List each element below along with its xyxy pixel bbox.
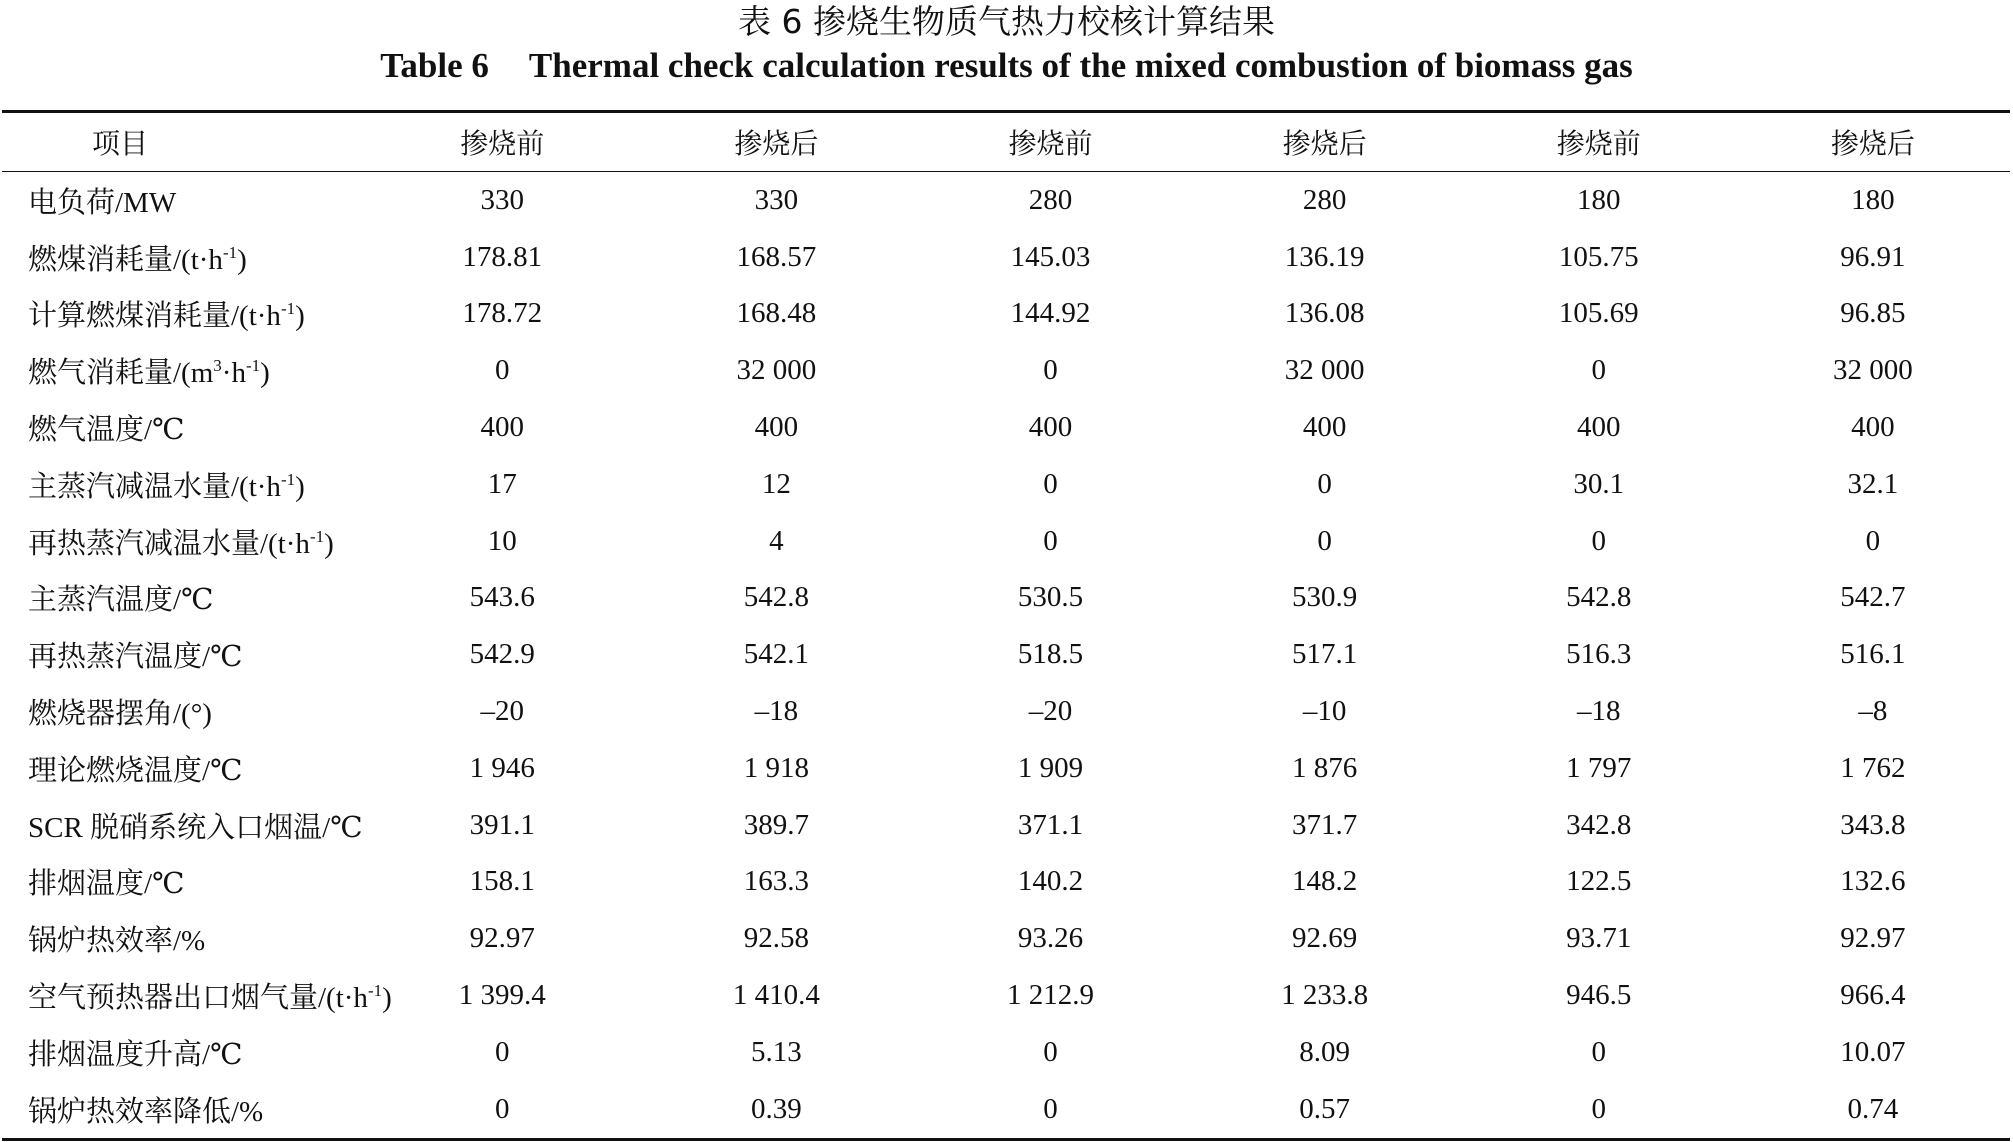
cell-value: 136.19 — [1284, 240, 1365, 273]
cell-value: –18 — [1576, 695, 1621, 728]
cell-value: 1 233.8 — [1281, 979, 1369, 1012]
row-label-label: 排烟温度升高/℃ — [28, 1038, 243, 1071]
table-row — [2, 1081, 2010, 1139]
table-row — [2, 797, 2010, 854]
cell-value: 343.8 — [1840, 808, 1906, 841]
cell-value: 17 — [487, 467, 517, 500]
cell-value: 280 — [1302, 183, 1347, 216]
row-label-sup: -1 — [280, 299, 296, 319]
cell-value: –20 — [1028, 695, 1073, 728]
cell-value: 542.9 — [469, 638, 535, 671]
cell-value: 168.48 — [736, 297, 817, 330]
column-header: 掺烧后 — [1736, 112, 2010, 172]
cell-value: 330 — [480, 183, 524, 216]
cell-value: 93.71 — [1566, 922, 1632, 955]
table-body — [2, 172, 2010, 1140]
table-row — [2, 229, 2010, 286]
cell-value: 517.1 — [1291, 638, 1358, 671]
cell-value: 0 — [1043, 524, 1058, 557]
cell-value: 542.7 — [1840, 581, 1906, 614]
cell-value: 0 — [494, 354, 510, 387]
row-label-tail: ) — [295, 470, 305, 503]
cell-value: 1 946 — [469, 751, 535, 784]
cell-value: 400 — [1302, 411, 1347, 444]
table-row — [2, 570, 2010, 627]
results-table — [2, 110, 2010, 1141]
row-label — [2, 910, 365, 967]
cell-value: 530.5 — [1017, 581, 1084, 614]
cell-value: 32 000 — [1284, 354, 1365, 387]
cell-value: 0 — [1317, 524, 1332, 557]
row-label-tail: ) — [324, 527, 334, 560]
row-label — [2, 683, 365, 740]
cell-value: 516.1 — [1840, 638, 1906, 671]
table-row — [2, 683, 2010, 740]
row-label — [2, 570, 365, 627]
cell-value: 32 000 — [1833, 354, 1913, 387]
row-label — [2, 1024, 365, 1081]
table-row — [2, 740, 2010, 797]
cell-value: 140.2 — [1017, 865, 1084, 898]
cell-value: 1 410.4 — [732, 979, 820, 1012]
row-label-label: 燃气温度/℃ — [28, 414, 185, 447]
cell-value: 1 876 — [1291, 751, 1358, 784]
cell-value: 145.03 — [1010, 240, 1091, 273]
cell-value: 280 — [1028, 183, 1073, 216]
column-header: 掺烧前 — [913, 112, 1187, 172]
row-label-sup: 3 — [213, 356, 222, 376]
cell-value: 122.5 — [1566, 865, 1632, 898]
cell-value: 543.6 — [469, 581, 535, 614]
table-row — [2, 910, 2010, 967]
cell-value: 542.8 — [1566, 581, 1632, 614]
table-row — [2, 342, 2010, 399]
row-label-label: 主蒸汽减温水量/(t·h — [28, 470, 281, 503]
cell-value: 10.07 — [1840, 1035, 1906, 1068]
row-label — [2, 740, 365, 797]
cell-value: 0 — [1043, 1092, 1058, 1125]
cell-value: 389.7 — [743, 808, 809, 841]
row-label-sup: -1 — [280, 469, 296, 489]
row-label-label: 理论燃烧温度/℃ — [28, 754, 243, 787]
table-row — [2, 456, 2010, 513]
cell-value: 0 — [1591, 1035, 1606, 1068]
cell-value: 1 918 — [743, 751, 809, 784]
cell-value: 92.69 — [1291, 922, 1358, 955]
cell-value: 105.75 — [1558, 240, 1639, 273]
row-label — [2, 797, 365, 854]
cell-value: 136.08 — [1284, 297, 1365, 330]
cell-value: –18 — [754, 695, 799, 728]
table-title-en — [0, 45, 2013, 87]
cell-value: 96.85 — [1840, 297, 1906, 330]
cell-value: 0 — [494, 1092, 510, 1125]
row-label — [2, 854, 365, 911]
cell-value: 342.8 — [1566, 808, 1632, 841]
cell-value: 0 — [1317, 467, 1332, 500]
row-label-sup2: -1 — [245, 356, 261, 376]
column-header: 掺烧前 — [1462, 112, 1736, 172]
cell-value: 0 — [1591, 354, 1606, 387]
row-label — [2, 286, 365, 343]
row-label — [2, 456, 365, 513]
cell-value: 8.09 — [1299, 1035, 1350, 1068]
row-label-label: 主蒸汽温度/℃ — [28, 584, 214, 617]
row-label-label: 锅炉热效率/% — [28, 925, 206, 958]
cell-value: 148.2 — [1291, 865, 1358, 898]
cell-value: –8 — [1858, 695, 1888, 728]
cell-value: 168.57 — [736, 240, 817, 273]
header-row — [2, 112, 2010, 172]
cell-value: 12 — [761, 467, 791, 500]
cell-value: 180 — [1576, 183, 1621, 216]
cell-value: 1 909 — [1017, 751, 1084, 784]
table-row — [2, 172, 2010, 229]
cell-value: 400 — [1851, 411, 1895, 444]
cell-value: 0 — [1591, 524, 1606, 557]
cell-value: 0 — [1865, 524, 1881, 557]
cell-value: 163.3 — [743, 865, 809, 898]
cell-value: 96.91 — [1840, 240, 1906, 273]
row-label — [2, 967, 392, 1024]
row-label-label: 再热蒸汽减温水量/(t·h — [28, 527, 310, 560]
cell-value: 946.5 — [1566, 979, 1632, 1012]
row-label-label: SCR 脱硝系统入口烟温/℃ — [28, 811, 363, 844]
cell-value: 516.3 — [1566, 638, 1632, 671]
cell-value: 30.1 — [1573, 467, 1625, 500]
cell-value: 330 — [754, 183, 799, 216]
table-row — [2, 967, 2010, 1024]
cell-value: 4 — [769, 524, 784, 557]
cell-value: 10 — [487, 524, 517, 557]
row-label-tail: ·h — [221, 357, 246, 390]
cell-value: –20 — [480, 695, 524, 728]
cell-value: 542.8 — [743, 581, 809, 614]
row-label — [2, 1081, 365, 1139]
row-label-label: 排烟温度/℃ — [28, 868, 185, 901]
table-row — [2, 513, 2010, 570]
row-label-label: 空气预热器出口烟气量/(t·h — [28, 982, 368, 1015]
cell-value: 92.58 — [743, 922, 809, 955]
cell-value: 92.97 — [1840, 922, 1906, 955]
cell-value: 518.5 — [1017, 638, 1084, 671]
cell-value: 400 — [480, 411, 524, 444]
row-label-label: 燃烧器摆角/(°) — [28, 698, 212, 731]
cell-value: 93.26 — [1017, 922, 1084, 955]
cell-value: 1 399.4 — [458, 979, 546, 1012]
cell-value: 0.57 — [1299, 1092, 1350, 1125]
row-label-sup: -1 — [222, 242, 238, 262]
cell-value: 158.1 — [469, 865, 535, 898]
row-label-sup: -1 — [309, 526, 325, 546]
cell-value: 0 — [1591, 1092, 1606, 1125]
row-label-label: 燃煤消耗量/(t·h — [28, 243, 223, 276]
column-header: 掺烧后 — [639, 112, 913, 172]
row-label-label: 燃气消耗量/(m — [28, 357, 214, 390]
cell-value: 400 — [754, 411, 799, 444]
cell-value: 1 762 — [1840, 751, 1906, 784]
cell-value: 400 — [1576, 411, 1621, 444]
cell-value: 966.4 — [1840, 979, 1906, 1012]
row-label-sup: -1 — [367, 981, 383, 1001]
cell-value: 371.1 — [1017, 808, 1084, 841]
row-label — [2, 626, 365, 683]
row-label-tail: ) — [295, 300, 305, 333]
row-label-label: 计算燃煤消耗量/(t·h — [28, 300, 281, 333]
cell-value: 5.13 — [750, 1035, 802, 1068]
cell-value: –10 — [1302, 695, 1347, 728]
cell-value: 178.72 — [462, 297, 543, 330]
column-header-item: 项目 — [2, 112, 365, 172]
cell-value: 32.1 — [1847, 467, 1899, 500]
table-number: Table 6 — [380, 46, 489, 85]
cell-value: 542.1 — [743, 638, 809, 671]
row-label-tail2: ) — [260, 357, 270, 390]
cell-value: 0 — [1043, 467, 1058, 500]
row-label — [2, 399, 365, 456]
table-title-cn: 表 6 掺烧生物质气热力校核计算结果 — [738, 2, 1275, 41]
cell-value: 132.6 — [1840, 865, 1906, 898]
column-header: 掺烧前 — [365, 112, 639, 172]
cell-value: 0.39 — [750, 1092, 802, 1125]
row-label — [2, 229, 365, 286]
table-row — [2, 626, 2010, 683]
row-label-label: 锅炉热效率降低/% — [28, 1095, 264, 1128]
cell-value: 530.9 — [1291, 581, 1358, 614]
cell-value: 0 — [494, 1035, 510, 1068]
table-row — [2, 399, 2010, 456]
cell-value: 178.81 — [462, 240, 543, 273]
cell-value: 0 — [1043, 1035, 1058, 1068]
cell-value: 144.92 — [1010, 297, 1091, 330]
table-row — [2, 286, 2010, 343]
cell-value: 1 212.9 — [1006, 979, 1094, 1012]
table-caption: Thermal check calculation results of the mixed combustion of biomass gas — [528, 46, 1633, 85]
row-label — [2, 513, 365, 570]
row-label — [2, 172, 365, 229]
row-label-tail: ) — [382, 982, 392, 1015]
cell-value: 0 — [1043, 354, 1058, 387]
row-label — [2, 342, 365, 399]
cell-value: 400 — [1028, 411, 1073, 444]
table-row — [2, 1024, 2010, 1081]
cell-value: 391.1 — [469, 808, 535, 841]
cell-value: 32 000 — [736, 354, 817, 387]
cell-value: 0.74 — [1847, 1092, 1899, 1125]
cell-value: 371.7 — [1291, 808, 1358, 841]
cell-value: 180 — [1851, 183, 1895, 216]
table-row — [2, 854, 2010, 911]
row-label-label: 再热蒸汽温度/℃ — [28, 641, 243, 674]
cell-value: 92.97 — [469, 922, 535, 955]
cell-value: 1 797 — [1566, 751, 1632, 784]
column-header: 掺烧后 — [1188, 112, 1462, 172]
row-label-tail: ) — [237, 243, 247, 276]
row-label-label: 电负荷/MW — [28, 186, 177, 219]
cell-value: 105.69 — [1558, 297, 1639, 330]
